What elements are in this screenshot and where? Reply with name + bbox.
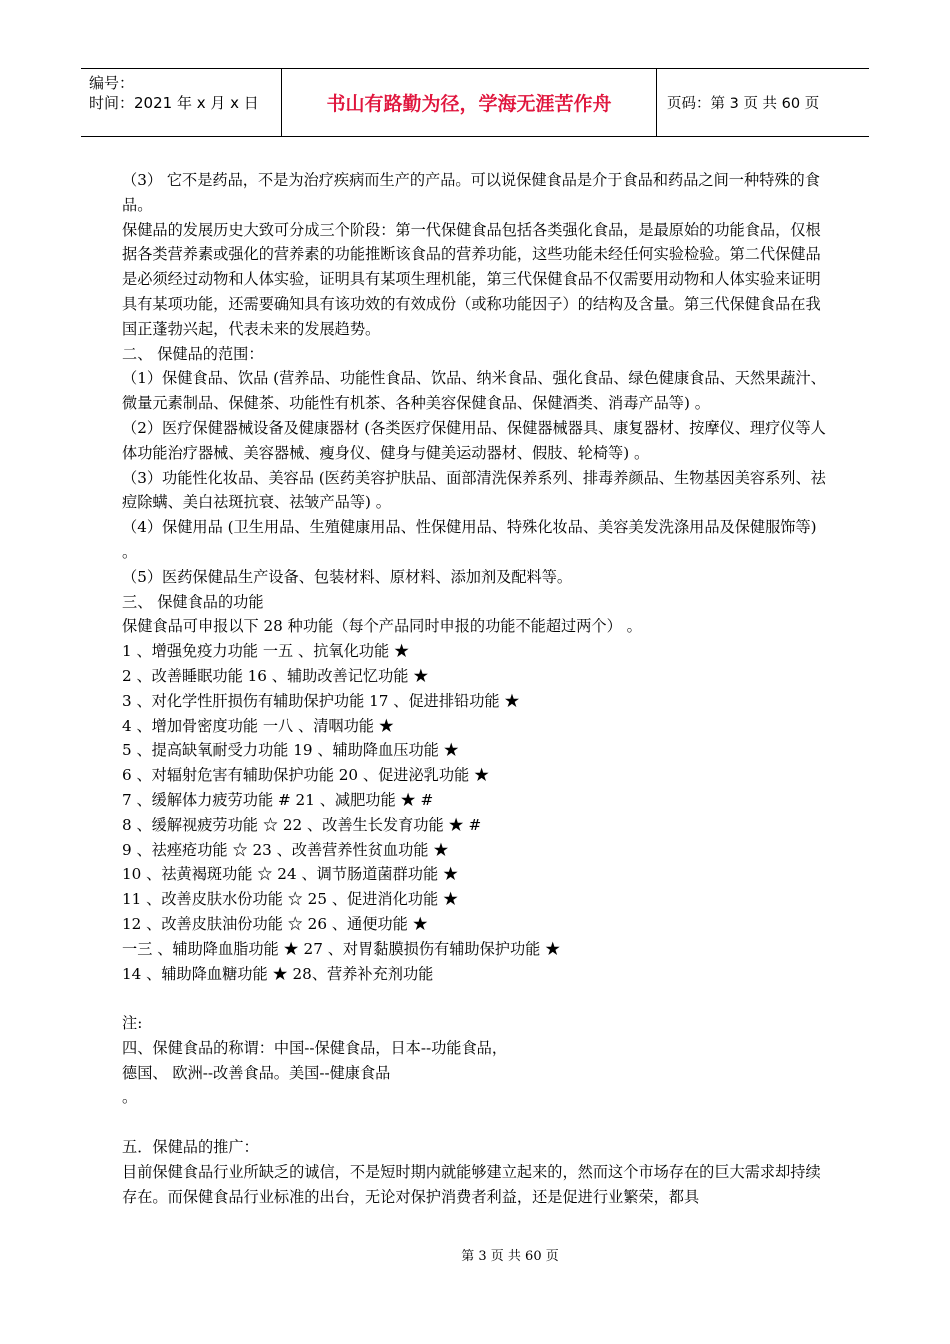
paragraph: 目前保健食品行业所缺乏的诚信，不是短时期内就能够建立起来的，然而这个市场存在的巨大需求却持续存在。而保健食品行业标准的出台，无论对保护消费者利益，还是促进行业繁荣，都具 (122, 1162, 821, 1206)
paragraph: 四、保健食品的称谓：中国--保健食品，日本--功能食品， (122, 1038, 508, 1057)
paragraph: 1 、增强免疫力功能 一五 、抗氧化功能 ★ (122, 642, 410, 661)
paragraph: 7 、缓解体力疲劳功能 # 21 、减肥功能 ★ # (122, 790, 434, 809)
paragraph: （1）保健食品、饮品 (营养品、功能性食品、饮品、纳米食品、强化食品、绿色健康食品、天然果蔬汁、微量元素制品、保健茶、功能性有机茶、各种美容保健食品、保健酒类、消毒产品等) 。 (122, 369, 826, 413)
paragraph: 9 、祛痤疮功能 ☆ 23 、改善营养性贫血功能 ★ (122, 840, 449, 859)
paragraph: 保健品的发展历史大致可分成三个阶段：第一代保健食品包括各类强化食品，是最原始的功能食品，仅根据各类营养素或强化的营养素的功能推断该食品的营养功能，这些功能未经任何实验检验。第二代保健品是必须经过动物和人体实验，证明具有某项生理机能，第三代保健食品不仅需要用动物和人体实验来证明具有某项功能，还需要确知具有该功效的有效成份（或称功能因子）的结构及含量。第三代保健食品在我国正蓬勃兴起，代表未来的发展趋势。 (122, 220, 821, 338)
paragraph: 注: (122, 1014, 143, 1033)
header-page-info: 页码：第 3 页 共 60 页 (667, 96, 820, 112)
paragraph: 3 、对化学性肝损伤有辅助保护功能 17 、促进排铅功能 ★ (122, 691, 520, 710)
time-label: 时间：2021 年 x 月 x 日 (89, 94, 259, 112)
paragraph: 8 、缓解视疲劳功能 ☆ 22 、改善生长发育功能 ★ # (122, 815, 482, 834)
serial-label: 编号： (89, 74, 135, 92)
blank-line (122, 1110, 830, 1135)
document-body (122, 168, 830, 1209)
paragraph: （4）保健用品 (卫生用品、生殖健康用品、性保健用品、特殊化妆品、美容美发洗涤用品及保健服饰等) 。 (122, 518, 817, 561)
page-footer: 第 3 页 共 60 页 (461, 1249, 559, 1264)
paragraph: 二、 保健品的范围： (122, 344, 264, 363)
paragraph: 保健食品可申报以下 28 种功能（每个产品同时申报的功能不能超过两个） 。 (122, 617, 642, 636)
page-header (81, 68, 869, 137)
paragraph: 五．保健品的推广： (122, 1138, 259, 1157)
paragraph: 。 (122, 1088, 138, 1107)
header-motto: 书山有路勤为径，学海无涯苦作舟 (282, 69, 657, 136)
paragraph: 4 、增加骨密度功能 一八 、清咽功能 ★ (122, 716, 394, 735)
paragraph: 12 、改善皮肤油份功能 ☆ 26 、通便功能 ★ (122, 914, 428, 933)
paragraph: 一三 、辅助降血脂功能 ★ 27 、对胃黏膜损伤有辅助保护功能 ★ (122, 939, 561, 958)
paragraph: （3） 它不是药品，不是为治疗疾病而生产的产品。可以说保健食品是介于食品和药品之间一种特殊的食品。 (122, 171, 820, 214)
header-meta (81, 69, 282, 136)
paragraph: 10 、祛黄褐斑功能 ☆ 24 、调节肠道菌群功能 ★ (122, 865, 459, 884)
paragraph: 三、 保健食品的功能 (122, 592, 264, 611)
paragraph: （3）功能性化妆品、美容品 (医药美容护肤品、面部清洗保养系列、排毒养颜品、生物基因美容系列、祛痘除螨、美白祛斑抗衰、祛皱产品等) 。 (122, 468, 826, 512)
paragraph: 6 、对辐射危害有辅助保护功能 20 、促进泌乳功能 ★ (122, 766, 490, 785)
paragraph: （5）医药保健品生产设备、包装材料、原材料、添加剂及配料等。 (122, 567, 573, 586)
paragraph: 14 、辅助降血糖功能 ★ 28、营养补充剂功能 (122, 964, 434, 983)
paragraph: 2 、改善睡眠功能 16 、辅助改善记忆功能 ★ (122, 666, 429, 685)
paragraph: （2）医疗保健器械设备及健康器材 (各类医疗保健用品、保健器械器具、康复器材、按摩仪、理疗仪等人体功能治疗器械、美容器械、瘦身仪、健身与健美运动器材、假肢、轮椅等) 。 (122, 418, 826, 462)
paragraph: 德国、 欧洲--改善食品。美国--健康食品 (122, 1063, 391, 1082)
paragraph: 11 、改善皮肤水份功能 ☆ 25 、促进消化功能 ★ (122, 890, 459, 909)
blank-line (122, 986, 830, 1011)
paragraph: 5 、提高缺氧耐受力功能 19 、辅助降血压功能 ★ (122, 741, 459, 760)
